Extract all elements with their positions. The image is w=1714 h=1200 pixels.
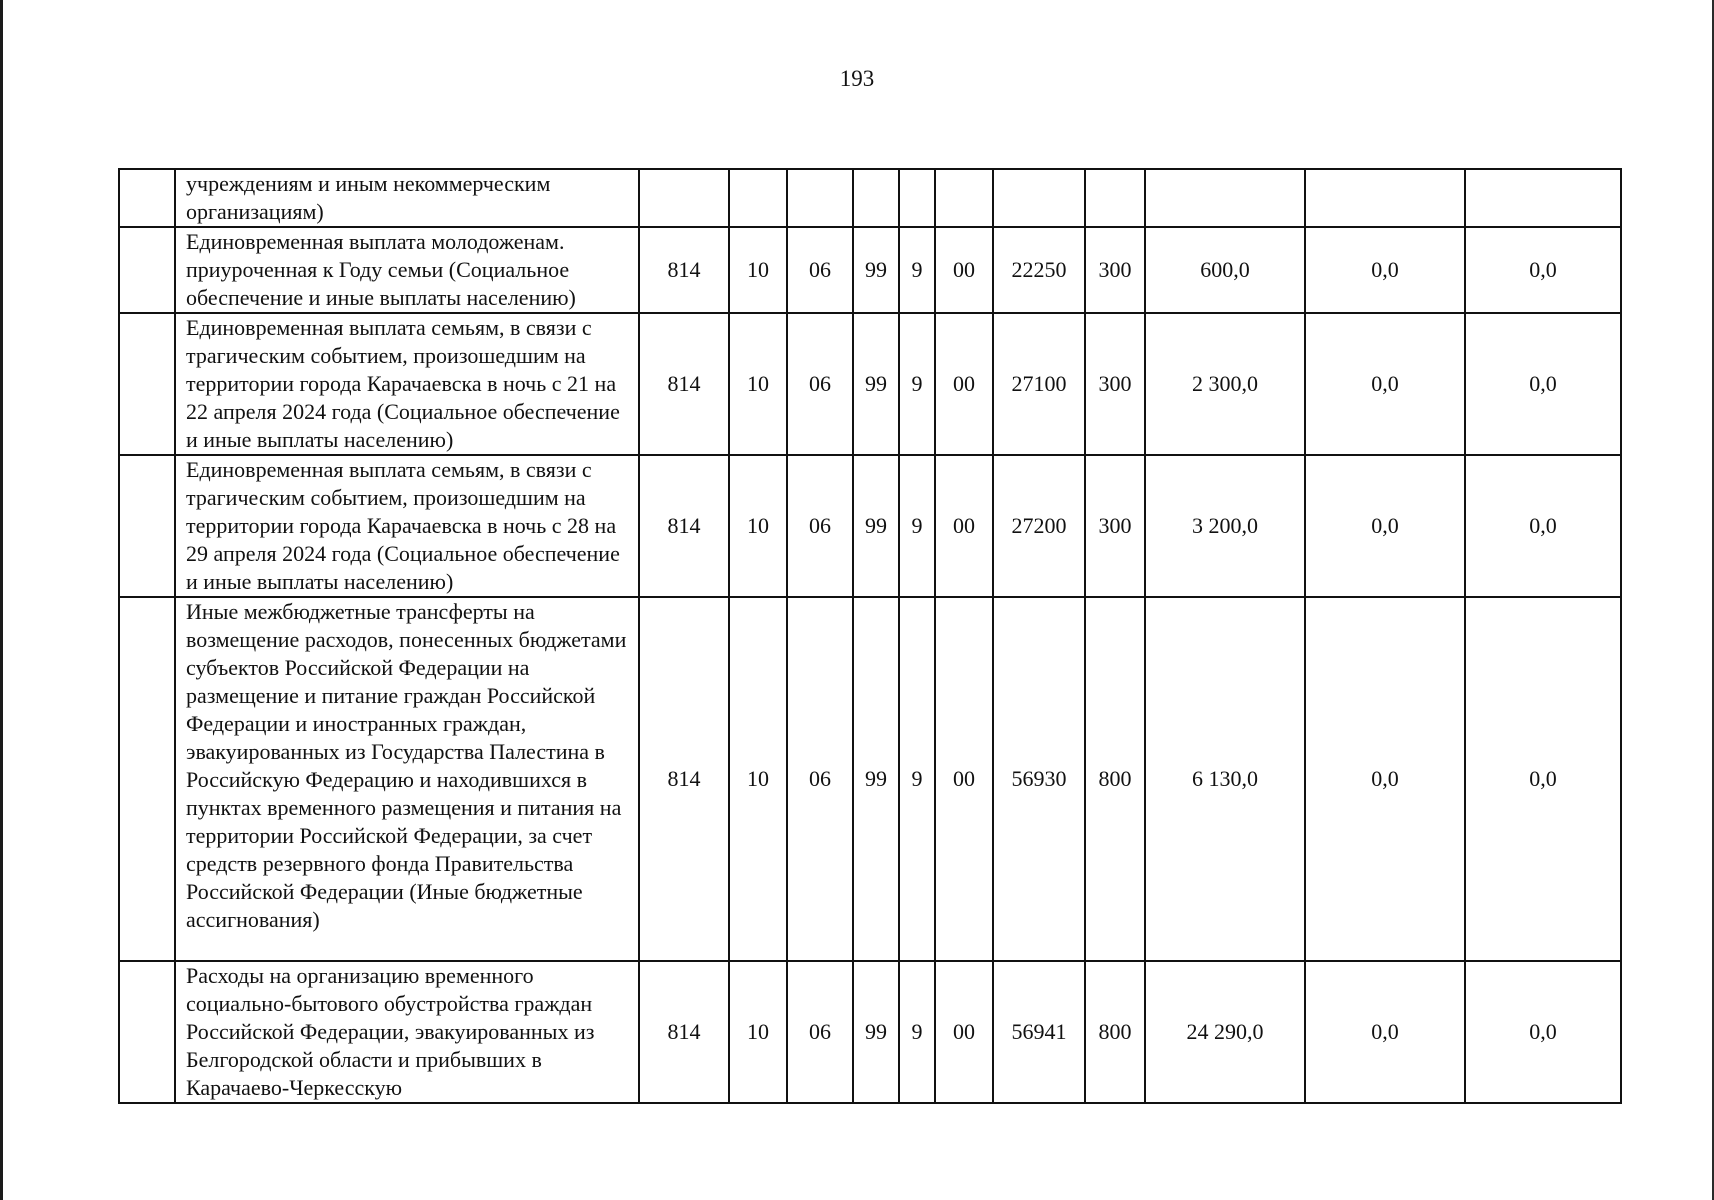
event-code-cell: 00 [935, 227, 993, 313]
program-code-cell: 99 [853, 455, 899, 597]
event-code-cell: 00 [935, 455, 993, 597]
grbs-cell [639, 169, 729, 227]
amount-cell: 0,0 [1465, 455, 1621, 597]
table-row [119, 227, 1621, 313]
direction-code-cell [993, 169, 1085, 227]
table-row [119, 597, 1621, 961]
amount-cell: 0,0 [1465, 227, 1621, 313]
expense-type-cell: 300 [1085, 455, 1145, 597]
amount-cell [1305, 169, 1465, 227]
section-cell: 10 [729, 961, 787, 1103]
amount-cell: 3 200,0 [1145, 455, 1305, 597]
subsection-cell: 06 [787, 597, 853, 961]
subsection-cell: 06 [787, 313, 853, 455]
amount-cell: 600,0 [1145, 227, 1305, 313]
amount-cell: 0,0 [1465, 313, 1621, 455]
table-row [119, 313, 1621, 455]
event-code-cell: 00 [935, 313, 993, 455]
grbs-cell: 814 [639, 961, 729, 1103]
subsection-cell: 06 [787, 455, 853, 597]
table-row [119, 455, 1621, 597]
direction-code-cell: 22250 [993, 227, 1085, 313]
row-marker-cell [119, 227, 175, 313]
amount-cell: 0,0 [1465, 597, 1621, 961]
expense-type-cell: 800 [1085, 597, 1145, 961]
scan-left-edge [0, 0, 3, 1200]
row-marker-cell [119, 169, 175, 227]
section-cell: 10 [729, 313, 787, 455]
event-code-cell: 00 [935, 961, 993, 1103]
subprogram-code-cell: 9 [899, 455, 935, 597]
row-marker-cell [119, 455, 175, 597]
subprogram-code-cell: 9 [899, 961, 935, 1103]
grbs-cell: 814 [639, 227, 729, 313]
description-cell: Единовременная выплата семьям, в связи с трагическим событием, произошедшим на территории города Карачаевска в ночь с 21 на 22 апреля 2024 года (Социальное обеспечение и иные выплаты населению) [175, 313, 639, 455]
table-row [119, 169, 1621, 227]
amount-cell: 0,0 [1305, 227, 1465, 313]
subprogram-code-cell: 9 [899, 597, 935, 961]
program-code-cell: 99 [853, 597, 899, 961]
direction-code-cell: 27100 [993, 313, 1085, 455]
description-cell: Иные межбюджетные трансферты на возмещение расходов, понесенных бюджетами субъектов Российской Федерации на размещение и питание граждан Российской Федерации и иностранных граждан, эвакуированных из Государства Палестина в Российскую Федерацию и находившихся в пунктах временного размещения и питания на территории Российской Федерации, за счет средств резервного фонда Правительства Российской Федерации (Иные бюджетные ассигнования) [175, 597, 639, 961]
grbs-cell: 814 [639, 313, 729, 455]
description-cell: Расходы на организацию временного социально-бытового обустройства граждан Российской Федерации, эвакуированных из Белгородской области и прибывших в Карачаево-Черкесскую [175, 961, 639, 1103]
subsection-cell [787, 169, 853, 227]
grbs-cell: 814 [639, 455, 729, 597]
description-cell: учреждениям и иным некоммерческим организациям) [175, 169, 639, 227]
section-cell: 10 [729, 455, 787, 597]
expense-type-cell: 300 [1085, 313, 1145, 455]
amount-cell: 0,0 [1305, 313, 1465, 455]
section-cell [729, 169, 787, 227]
amount-cell: 6 130,0 [1145, 597, 1305, 961]
amount-cell: 0,0 [1465, 961, 1621, 1103]
budget-table [118, 168, 1622, 1104]
program-code-cell: 99 [853, 313, 899, 455]
subsection-cell: 06 [787, 227, 853, 313]
amount-cell: 0,0 [1305, 455, 1465, 597]
amount-cell: 2 300,0 [1145, 313, 1305, 455]
expense-type-cell: 300 [1085, 227, 1145, 313]
table-row [119, 961, 1621, 1103]
direction-code-cell: 27200 [993, 455, 1085, 597]
subprogram-code-cell [899, 169, 935, 227]
row-marker-cell [119, 597, 175, 961]
row-marker-cell [119, 961, 175, 1103]
page-number: 193 [839, 66, 875, 91]
amount-cell: 24 290,0 [1145, 961, 1305, 1103]
expense-type-cell [1085, 169, 1145, 227]
grbs-cell: 814 [639, 597, 729, 961]
subsection-cell: 06 [787, 961, 853, 1103]
amount-cell [1465, 169, 1621, 227]
amount-cell: 0,0 [1305, 961, 1465, 1103]
program-code-cell [853, 169, 899, 227]
section-cell: 10 [729, 597, 787, 961]
section-cell: 10 [729, 227, 787, 313]
event-code-cell: 00 [935, 597, 993, 961]
subprogram-code-cell: 9 [899, 313, 935, 455]
direction-code-cell: 56930 [993, 597, 1085, 961]
direction-code-cell: 56941 [993, 961, 1085, 1103]
subprogram-code-cell: 9 [899, 227, 935, 313]
program-code-cell: 99 [853, 961, 899, 1103]
row-marker-cell [119, 313, 175, 455]
description-cell: Единовременная выплата молодоженам. приуроченная к Году семьи (Социальное обеспечение и иные выплаты населению) [175, 227, 639, 313]
amount-cell: 0,0 [1305, 597, 1465, 961]
description-cell: Единовременная выплата семьям, в связи с трагическим событием, произошедшим на территории города Карачаевска в ночь с 28 на 29 апреля 2024 года (Социальное обеспечение и иные выплаты населению) [175, 455, 639, 597]
event-code-cell [935, 169, 993, 227]
program-code-cell: 99 [853, 227, 899, 313]
expense-type-cell: 800 [1085, 961, 1145, 1103]
amount-cell [1145, 169, 1305, 227]
